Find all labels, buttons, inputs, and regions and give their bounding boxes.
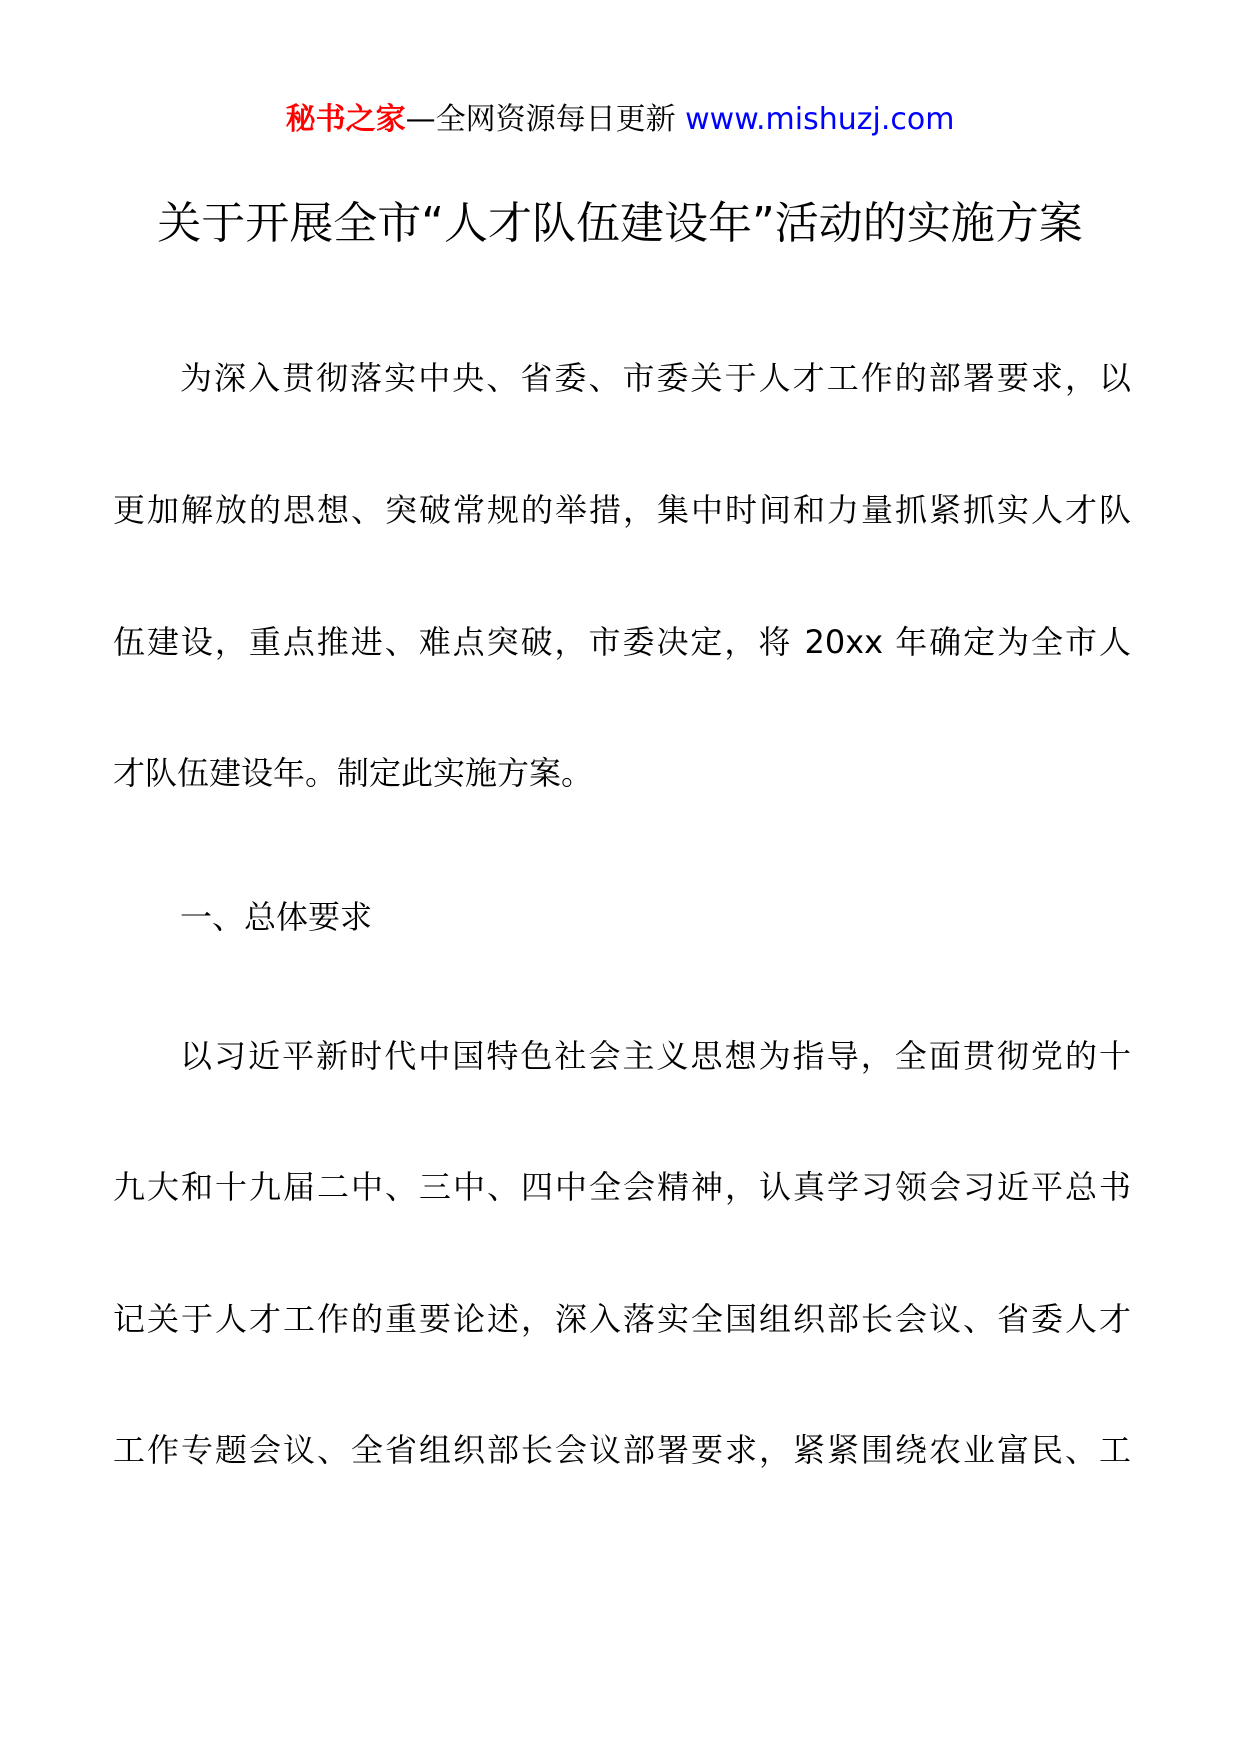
section-paragraph-line-3: 记关于人才工作的重要论述，深入落实全国组织部长会议、省委人才 — [113, 1300, 1131, 1338]
site-header — [0, 98, 1240, 142]
site-url-link[interactable]: www.mishuzj.com — [685, 102, 955, 137]
site-brand: 秘书之家 — [285, 102, 406, 137]
intro-paragraph-line-3: 伍建设，重点推进、难点突破，市委决定，将 20xx 年确定为全市人 — [113, 623, 1131, 661]
site-tagline: —全网资源每日更新 — [405, 102, 676, 137]
document-title: 关于开展全市“人才队伍建设年”活动的实施方案 — [157, 198, 1083, 249]
section-paragraph-line-1: 以习近平新时代中国特色社会主义思想为指导，全面贯彻党的十 — [180, 1037, 1131, 1075]
section-paragraph-line-2: 九大和十九届二中、三中、四中全会精神，认真学习领会习近平总书 — [113, 1168, 1131, 1206]
intro-paragraph-line-4: 才队伍建设年。制定此实施方案。 — [113, 754, 594, 792]
section-heading: 一、总体要求 — [180, 898, 373, 936]
intro-paragraph-line-1: 为深入贯彻落实中央、省委、市委关于人才工作的部署要求，以 — [180, 359, 1131, 397]
section-paragraph-line-4: 工作专题会议、全省组织部长会议部署要求，紧紧围绕农业富民、工 — [113, 1431, 1131, 1469]
intro-paragraph-line-2: 更加解放的思想、突破常规的举措，集中时间和力量抓紧抓实人才队 — [113, 491, 1131, 529]
